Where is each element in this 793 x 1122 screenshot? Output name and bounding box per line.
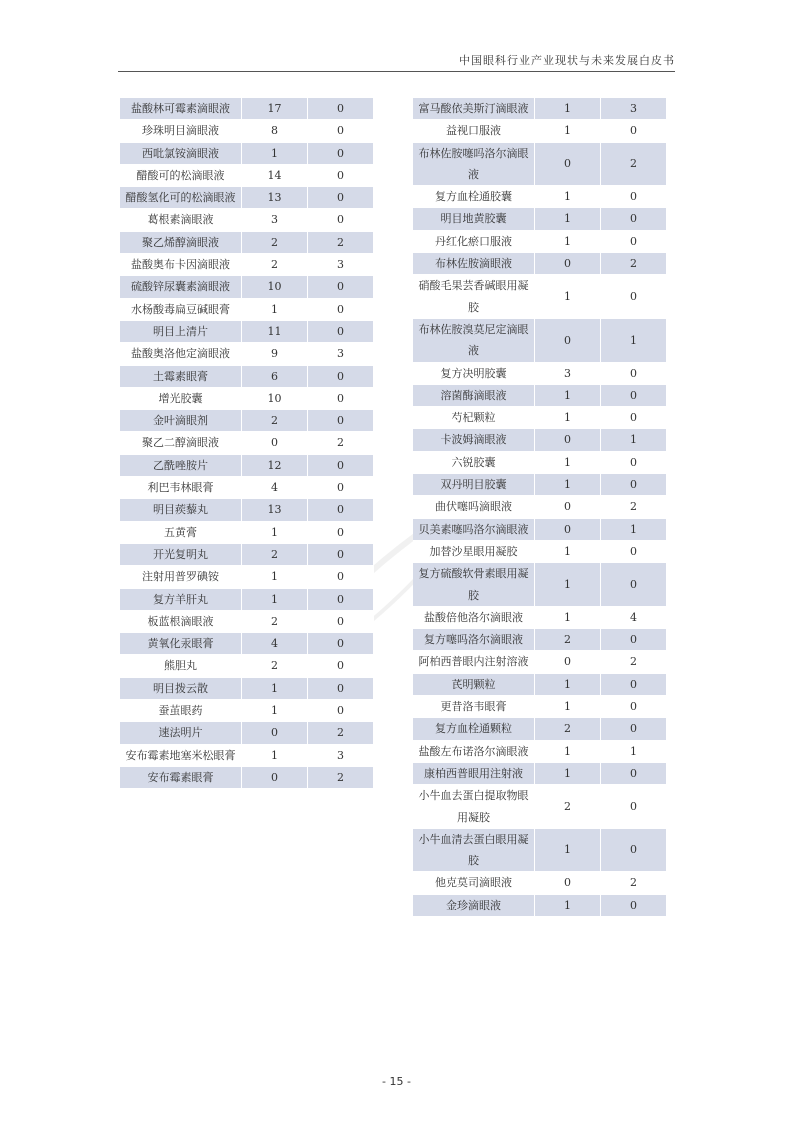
drug-name-cell: 他克莫司滴眼液 bbox=[413, 872, 535, 894]
table-row bbox=[120, 767, 374, 789]
right-drug-table bbox=[413, 98, 667, 917]
count-a-cell: 0 bbox=[535, 143, 601, 187]
drug-name-cell: 溶菌酶滴眼液 bbox=[413, 385, 535, 407]
count-a-cell: 17 bbox=[242, 98, 308, 120]
drug-name-cell: 金珍滴眼液 bbox=[413, 895, 535, 917]
count-a-cell: 1 bbox=[535, 407, 601, 429]
count-b-cell: 2 bbox=[601, 651, 667, 673]
count-a-cell: 1 bbox=[535, 741, 601, 763]
drug-name-cell: 盐酸倍他洛尔滴眼液 bbox=[413, 607, 535, 629]
count-b-cell: 0 bbox=[308, 98, 374, 120]
table-row bbox=[413, 629, 667, 651]
table-row bbox=[120, 455, 374, 477]
drug-name-cell: 明目地黄胶囊 bbox=[413, 208, 535, 230]
count-b-cell: 0 bbox=[601, 275, 667, 319]
count-a-cell: 1 bbox=[242, 522, 308, 544]
table-row bbox=[120, 120, 374, 142]
table-row bbox=[413, 319, 667, 363]
drug-name-cell: 贝美素噻吗洛尔滴眼液 bbox=[413, 519, 535, 541]
count-b-cell: 0 bbox=[601, 785, 667, 829]
count-a-cell: 2 bbox=[535, 629, 601, 651]
count-a-cell: 1 bbox=[535, 696, 601, 718]
drug-name-cell: 增光胶囊 bbox=[120, 388, 242, 410]
count-b-cell: 2 bbox=[308, 722, 374, 744]
table-row bbox=[120, 410, 374, 432]
table-row bbox=[413, 363, 667, 385]
table-row bbox=[120, 722, 374, 744]
table-row bbox=[120, 745, 374, 767]
count-b-cell: 0 bbox=[308, 477, 374, 499]
count-a-cell: 0 bbox=[535, 519, 601, 541]
drug-name-cell: 布林佐胺溴莫尼定滴眼液 bbox=[413, 319, 535, 363]
count-a-cell: 2 bbox=[535, 785, 601, 829]
count-b-cell: 4 bbox=[601, 607, 667, 629]
table-row bbox=[413, 872, 667, 894]
count-a-cell: 8 bbox=[242, 120, 308, 142]
count-b-cell: 1 bbox=[601, 429, 667, 451]
count-a-cell: 10 bbox=[242, 388, 308, 410]
count-b-cell: 0 bbox=[601, 763, 667, 785]
count-a-cell: 1 bbox=[535, 275, 601, 319]
count-b-cell: 0 bbox=[601, 541, 667, 563]
drug-name-cell: 金叶滴眼剂 bbox=[120, 410, 242, 432]
count-a-cell: 0 bbox=[535, 429, 601, 451]
count-a-cell: 10 bbox=[242, 276, 308, 298]
drug-name-cell: 富马酸依美斯汀滴眼液 bbox=[413, 98, 535, 120]
count-a-cell: 0 bbox=[242, 432, 308, 454]
drug-name-cell: 土霉素眼膏 bbox=[120, 366, 242, 388]
drug-name-cell: 五黄膏 bbox=[120, 522, 242, 544]
table-row bbox=[120, 611, 374, 633]
table-row bbox=[120, 209, 374, 231]
count-b-cell: 2 bbox=[601, 496, 667, 518]
drug-name-cell: 乙酰唑胺片 bbox=[120, 455, 242, 477]
count-a-cell: 0 bbox=[535, 496, 601, 518]
count-b-cell: 0 bbox=[308, 589, 374, 611]
count-b-cell: 0 bbox=[601, 674, 667, 696]
drug-name-cell: 蚕茧眼药 bbox=[120, 700, 242, 722]
table-row bbox=[413, 741, 667, 763]
count-b-cell: 0 bbox=[601, 895, 667, 917]
count-a-cell: 0 bbox=[535, 319, 601, 363]
table-row bbox=[120, 321, 374, 343]
count-b-cell: 0 bbox=[601, 186, 667, 208]
table-row bbox=[413, 98, 667, 120]
count-b-cell: 0 bbox=[308, 633, 374, 655]
table-row bbox=[413, 186, 667, 208]
drug-name-cell: 盐酸奥布卡因滴眼液 bbox=[120, 254, 242, 276]
drug-name-cell: 硝酸毛果芸香碱眼用凝胶 bbox=[413, 275, 535, 319]
count-a-cell: 1 bbox=[535, 120, 601, 142]
table-row bbox=[413, 275, 667, 319]
drug-name-cell: 速法明片 bbox=[120, 722, 242, 744]
count-b-cell: 0 bbox=[308, 410, 374, 432]
count-b-cell: 0 bbox=[308, 321, 374, 343]
drug-name-cell: 葛根素滴眼液 bbox=[120, 209, 242, 231]
table-row bbox=[413, 120, 667, 142]
table-row bbox=[120, 388, 374, 410]
drug-name-cell: 复方羊肝丸 bbox=[120, 589, 242, 611]
drug-name-cell: 明目拨云散 bbox=[120, 678, 242, 700]
table-row bbox=[120, 343, 374, 365]
count-b-cell: 0 bbox=[308, 566, 374, 588]
table-row bbox=[120, 276, 374, 298]
count-a-cell: 1 bbox=[535, 674, 601, 696]
table-row bbox=[413, 253, 667, 275]
drug-name-cell: 益视口服液 bbox=[413, 120, 535, 142]
drug-name-cell: 盐酸林可霉素滴眼液 bbox=[120, 98, 242, 120]
count-b-cell: 0 bbox=[308, 611, 374, 633]
count-a-cell: 2 bbox=[242, 544, 308, 566]
table-row bbox=[120, 98, 374, 120]
count-b-cell: 0 bbox=[601, 120, 667, 142]
count-b-cell: 2 bbox=[308, 767, 374, 789]
count-a-cell: 1 bbox=[242, 745, 308, 767]
count-b-cell: 0 bbox=[308, 522, 374, 544]
drug-name-cell: 珍珠明目滴眼液 bbox=[120, 120, 242, 142]
drug-name-cell: 熊胆丸 bbox=[120, 655, 242, 677]
drug-name-cell: 聚乙烯醇滴眼液 bbox=[120, 232, 242, 254]
count-a-cell: 1 bbox=[242, 143, 308, 165]
table-row bbox=[413, 231, 667, 253]
table-row bbox=[120, 655, 374, 677]
count-b-cell: 0 bbox=[601, 452, 667, 474]
count-b-cell: 0 bbox=[601, 563, 667, 607]
count-b-cell: 2 bbox=[601, 143, 667, 187]
drug-name-cell: 加替沙星眼用凝胶 bbox=[413, 541, 535, 563]
table-row bbox=[413, 895, 667, 917]
table-row bbox=[413, 519, 667, 541]
table-row bbox=[413, 829, 667, 873]
drug-name-cell: 醋酸可的松滴眼液 bbox=[120, 165, 242, 187]
table-row bbox=[120, 477, 374, 499]
drug-name-cell: 小牛血去蛋白提取物眼用凝胶 bbox=[413, 785, 535, 829]
drug-name-cell: 更昔洛韦眼膏 bbox=[413, 696, 535, 718]
count-a-cell: 1 bbox=[242, 700, 308, 722]
count-b-cell: 0 bbox=[308, 120, 374, 142]
count-a-cell: 1 bbox=[535, 563, 601, 607]
count-b-cell: 0 bbox=[601, 363, 667, 385]
table-row bbox=[413, 763, 667, 785]
drug-name-cell: 聚乙二醇滴眼液 bbox=[120, 432, 242, 454]
drug-name-cell: 六锐胶囊 bbox=[413, 452, 535, 474]
drug-name-cell: 醋酸氢化可的松滴眼液 bbox=[120, 187, 242, 209]
table-row bbox=[120, 678, 374, 700]
count-a-cell: 1 bbox=[535, 763, 601, 785]
drug-name-cell: 安布霉素眼膏 bbox=[120, 767, 242, 789]
drug-name-cell: 西吡氯铵滴眼液 bbox=[120, 143, 242, 165]
count-b-cell: 0 bbox=[308, 544, 374, 566]
count-b-cell: 0 bbox=[601, 696, 667, 718]
count-a-cell: 0 bbox=[242, 767, 308, 789]
drug-name-cell: 硫酸锌尿囊素滴眼液 bbox=[120, 276, 242, 298]
table-row bbox=[120, 566, 374, 588]
table-row bbox=[120, 544, 374, 566]
table-row bbox=[120, 499, 374, 521]
count-b-cell: 0 bbox=[308, 700, 374, 722]
drug-name-cell: 布林佐胺噻吗洛尔滴眼液 bbox=[413, 143, 535, 187]
drug-name-cell: 黄氧化汞眼膏 bbox=[120, 633, 242, 655]
count-a-cell: 1 bbox=[242, 299, 308, 321]
table-row bbox=[413, 452, 667, 474]
count-b-cell: 0 bbox=[308, 678, 374, 700]
count-b-cell: 0 bbox=[601, 474, 667, 496]
table-row bbox=[120, 633, 374, 655]
count-a-cell: 2 bbox=[535, 718, 601, 740]
count-b-cell: 0 bbox=[601, 231, 667, 253]
drug-name-cell: 利巴韦林眼膏 bbox=[120, 477, 242, 499]
count-a-cell: 0 bbox=[535, 872, 601, 894]
count-a-cell: 13 bbox=[242, 187, 308, 209]
drug-name-cell: 开光复明丸 bbox=[120, 544, 242, 566]
count-a-cell: 1 bbox=[242, 589, 308, 611]
count-a-cell: 0 bbox=[535, 651, 601, 673]
count-b-cell: 0 bbox=[601, 718, 667, 740]
count-a-cell: 1 bbox=[535, 186, 601, 208]
drug-name-cell: 康柏西普眼用注射液 bbox=[413, 763, 535, 785]
count-a-cell: 1 bbox=[535, 231, 601, 253]
drug-name-cell: 盐酸左布诺洛尔滴眼液 bbox=[413, 741, 535, 763]
count-a-cell: 2 bbox=[242, 232, 308, 254]
table-row bbox=[413, 541, 667, 563]
table-row bbox=[413, 208, 667, 230]
count-b-cell: 0 bbox=[601, 208, 667, 230]
table-row bbox=[120, 366, 374, 388]
count-a-cell: 0 bbox=[242, 722, 308, 744]
count-a-cell: 2 bbox=[242, 410, 308, 432]
count-b-cell: 2 bbox=[308, 432, 374, 454]
count-a-cell: 12 bbox=[242, 455, 308, 477]
count-b-cell: 3 bbox=[308, 745, 374, 767]
drug-name-cell: 双丹明目胶囊 bbox=[413, 474, 535, 496]
count-b-cell: 0 bbox=[308, 388, 374, 410]
count-a-cell: 2 bbox=[242, 611, 308, 633]
count-b-cell: 1 bbox=[601, 319, 667, 363]
table-row bbox=[413, 429, 667, 451]
table-row bbox=[120, 232, 374, 254]
table-row bbox=[413, 607, 667, 629]
left-drug-table bbox=[120, 98, 374, 789]
count-a-cell: 0 bbox=[535, 253, 601, 275]
count-b-cell: 0 bbox=[601, 385, 667, 407]
count-b-cell: 0 bbox=[601, 629, 667, 651]
drug-name-cell: 阿柏西普眼内注射溶液 bbox=[413, 651, 535, 673]
count-b-cell: 3 bbox=[308, 343, 374, 365]
table-row bbox=[120, 254, 374, 276]
count-a-cell: 4 bbox=[242, 477, 308, 499]
drug-name-cell: 水杨酸毒扁豆碱眼膏 bbox=[120, 299, 242, 321]
count-b-cell: 1 bbox=[601, 519, 667, 541]
drug-name-cell: 小牛血清去蛋白眼用凝胶 bbox=[413, 829, 535, 873]
count-a-cell: 3 bbox=[242, 209, 308, 231]
table-row bbox=[120, 299, 374, 321]
table-row bbox=[120, 143, 374, 165]
drug-name-cell: 复方血栓通颗粒 bbox=[413, 718, 535, 740]
count-a-cell: 14 bbox=[242, 165, 308, 187]
count-b-cell: 3 bbox=[601, 98, 667, 120]
count-a-cell: 1 bbox=[535, 829, 601, 873]
drug-name-cell: 注射用普罗碘铵 bbox=[120, 566, 242, 588]
table-row bbox=[120, 165, 374, 187]
table-row bbox=[413, 563, 667, 607]
drug-name-cell: 安布霉素地塞米松眼膏 bbox=[120, 745, 242, 767]
drug-name-cell: 芍杞颗粒 bbox=[413, 407, 535, 429]
table-row bbox=[120, 187, 374, 209]
count-a-cell: 2 bbox=[242, 254, 308, 276]
count-a-cell: 13 bbox=[242, 499, 308, 521]
drug-name-cell: 明目蒺藜丸 bbox=[120, 499, 242, 521]
drug-name-cell: 复方硫酸软骨素眼用凝胶 bbox=[413, 563, 535, 607]
drug-name-cell: 复方噻吗洛尔滴眼液 bbox=[413, 629, 535, 651]
header-title: 中国眼科行业产业现状与未来发展白皮书 bbox=[459, 54, 675, 67]
count-b-cell: 0 bbox=[308, 655, 374, 677]
table-row bbox=[413, 651, 667, 673]
table-row bbox=[413, 143, 667, 187]
table-row bbox=[413, 785, 667, 829]
count-a-cell: 1 bbox=[535, 385, 601, 407]
count-b-cell: 0 bbox=[308, 143, 374, 165]
count-a-cell: 9 bbox=[242, 343, 308, 365]
drug-name-cell: 曲伏噻吗滴眼液 bbox=[413, 496, 535, 518]
drug-name-cell: 复方决明胶囊 bbox=[413, 363, 535, 385]
table-row bbox=[120, 432, 374, 454]
count-b-cell: 2 bbox=[601, 872, 667, 894]
count-b-cell: 0 bbox=[308, 165, 374, 187]
table-row bbox=[413, 385, 667, 407]
count-a-cell: 1 bbox=[535, 607, 601, 629]
drug-name-cell: 板蓝根滴眼液 bbox=[120, 611, 242, 633]
count-b-cell: 0 bbox=[308, 276, 374, 298]
table-row bbox=[413, 496, 667, 518]
count-b-cell: 1 bbox=[601, 741, 667, 763]
count-b-cell: 2 bbox=[308, 232, 374, 254]
count-a-cell: 1 bbox=[242, 678, 308, 700]
table-row bbox=[413, 674, 667, 696]
table-row bbox=[413, 407, 667, 429]
count-a-cell: 1 bbox=[535, 895, 601, 917]
count-b-cell: 3 bbox=[308, 254, 374, 276]
table-row bbox=[120, 522, 374, 544]
page-number: - 15 - bbox=[382, 1075, 411, 1088]
table-row bbox=[413, 718, 667, 740]
count-a-cell: 3 bbox=[535, 363, 601, 385]
count-b-cell: 0 bbox=[308, 187, 374, 209]
table-row bbox=[120, 589, 374, 611]
count-b-cell: 0 bbox=[308, 499, 374, 521]
drug-name-cell: 盐酸奥洛他定滴眼液 bbox=[120, 343, 242, 365]
drug-name-cell: 布林佐胺滴眼液 bbox=[413, 253, 535, 275]
drug-name-cell: 卡波姆滴眼液 bbox=[413, 429, 535, 451]
table-row bbox=[413, 696, 667, 718]
table-row bbox=[120, 700, 374, 722]
count-b-cell: 2 bbox=[601, 253, 667, 275]
drug-name-cell: 明目上清片 bbox=[120, 321, 242, 343]
count-a-cell: 6 bbox=[242, 366, 308, 388]
count-b-cell: 0 bbox=[308, 209, 374, 231]
count-b-cell: 0 bbox=[308, 455, 374, 477]
count-a-cell: 2 bbox=[242, 655, 308, 677]
drug-name-cell: 复方血栓通胶囊 bbox=[413, 186, 535, 208]
count-a-cell: 1 bbox=[535, 541, 601, 563]
table-row bbox=[413, 474, 667, 496]
count-a-cell: 4 bbox=[242, 633, 308, 655]
count-a-cell: 1 bbox=[535, 208, 601, 230]
count-b-cell: 0 bbox=[308, 366, 374, 388]
count-a-cell: 11 bbox=[242, 321, 308, 343]
count-b-cell: 0 bbox=[601, 829, 667, 873]
header-divider bbox=[118, 71, 675, 72]
drug-name-cell: 丹红化瘀口服液 bbox=[413, 231, 535, 253]
count-b-cell: 0 bbox=[308, 299, 374, 321]
drug-name-cell: 芪明颗粒 bbox=[413, 674, 535, 696]
count-a-cell: 1 bbox=[535, 452, 601, 474]
count-a-cell: 1 bbox=[535, 474, 601, 496]
count-a-cell: 1 bbox=[242, 566, 308, 588]
count-b-cell: 0 bbox=[601, 407, 667, 429]
count-a-cell: 1 bbox=[535, 98, 601, 120]
